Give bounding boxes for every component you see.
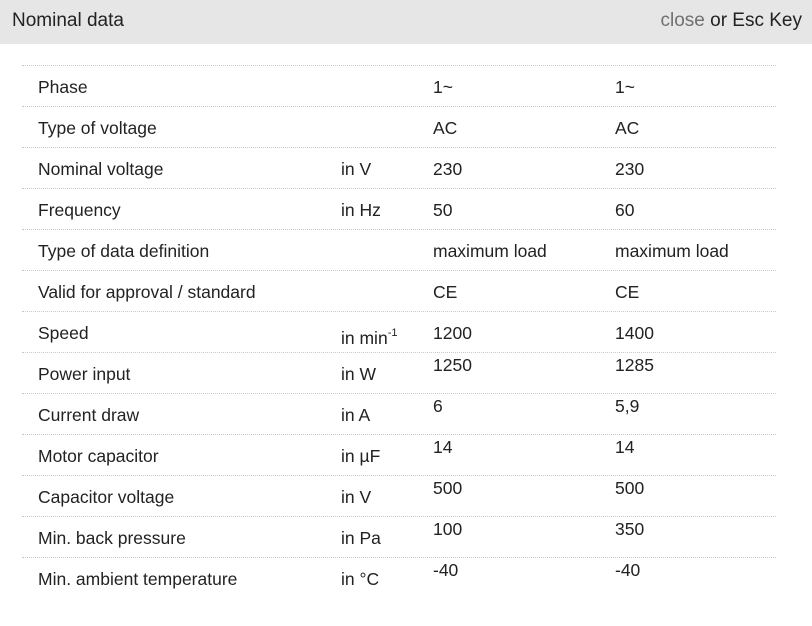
- value-col-1: 500: [433, 478, 463, 498]
- dialog-title: Nominal data: [12, 10, 124, 31]
- value-col-2: CE: [615, 282, 640, 302]
- value-col-1: 50: [433, 200, 453, 220]
- value-col-2: maximum load: [615, 241, 729, 261]
- value-col-1: 230: [433, 159, 463, 179]
- value-col-1: 14: [433, 437, 453, 457]
- value-col-2: 1400: [615, 323, 654, 343]
- row-label: Type of data definition: [38, 241, 210, 261]
- value-col-2: 1285: [615, 355, 654, 375]
- row-label: Valid for approval / standard: [38, 282, 256, 302]
- table-row-type-of-voltage: [22, 107, 776, 148]
- row-label: Min. ambient temperature: [38, 569, 238, 589]
- row-label: Capacitor voltage: [38, 487, 175, 507]
- table-row-phase: [22, 66, 776, 107]
- value-col-1: -40: [433, 560, 459, 580]
- table-row-capacitor-voltage: [22, 476, 776, 517]
- value-col-1: 6: [433, 396, 443, 416]
- value-col-2: 14: [615, 437, 635, 457]
- value-col-2: 5,9: [615, 396, 640, 416]
- row-label: Power input: [38, 364, 131, 384]
- table-row-min-back-pressure: [22, 517, 776, 558]
- row-unit: in °C: [341, 569, 380, 589]
- row-unit: in Pa: [341, 528, 381, 548]
- row-label: Nominal voltage: [38, 159, 164, 179]
- table-row-current-draw: [22, 394, 776, 435]
- dialog-header: [0, 0, 812, 44]
- row-label: Min. back pressure: [38, 528, 186, 548]
- esc-key-hint: or Esc Key: [704, 10, 802, 31]
- table-row-power-input: [22, 353, 776, 394]
- table-row-data-definition: [22, 230, 776, 271]
- table-row-approval-standard: [22, 271, 776, 312]
- value-col-2: 230: [615, 159, 645, 179]
- unit-exponent: -1: [387, 327, 398, 340]
- table-row-frequency: [22, 189, 776, 230]
- row-unit: in µF: [341, 446, 381, 466]
- value-col-2: AC: [615, 118, 640, 138]
- value-col-1: maximum load: [433, 241, 547, 261]
- value-col-1: 1~: [433, 77, 453, 97]
- row-unit: in Hz: [341, 200, 381, 220]
- row-unit: in V: [341, 159, 372, 179]
- value-col-1: 100: [433, 519, 463, 539]
- value-col-1: 1250: [433, 355, 472, 375]
- row-label: Current draw: [38, 405, 140, 425]
- row-label: Speed: [38, 323, 89, 343]
- table-row-motor-capacitor: [22, 435, 776, 476]
- close-hint: [660, 10, 802, 32]
- value-col-2: 350: [615, 519, 645, 539]
- row-unit: [341, 328, 397, 349]
- row-label: Phase: [38, 77, 88, 97]
- row-unit: in W: [341, 364, 376, 384]
- value-col-1: CE: [433, 282, 458, 302]
- row-unit: in V: [341, 487, 372, 507]
- row-label: Frequency: [38, 200, 121, 220]
- value-col-2: -40: [615, 560, 641, 580]
- nominal-data-table: [22, 65, 776, 598]
- row-label: Type of voltage: [38, 118, 157, 138]
- value-col-2: 500: [615, 478, 645, 498]
- value-col-2: 1~: [615, 77, 635, 97]
- value-col-1: 1200: [433, 323, 472, 343]
- row-unit: in A: [341, 405, 371, 425]
- table-row-speed: [22, 312, 776, 353]
- close-link[interactable]: close: [660, 10, 705, 31]
- value-col-1: AC: [433, 118, 458, 138]
- row-label: Motor capacitor: [38, 446, 159, 466]
- unit-text: in min: [341, 328, 388, 348]
- table-row-min-ambient-temperature: [22, 558, 776, 598]
- value-col-2: 60: [615, 200, 635, 220]
- table-row-nominal-voltage: [22, 148, 776, 189]
